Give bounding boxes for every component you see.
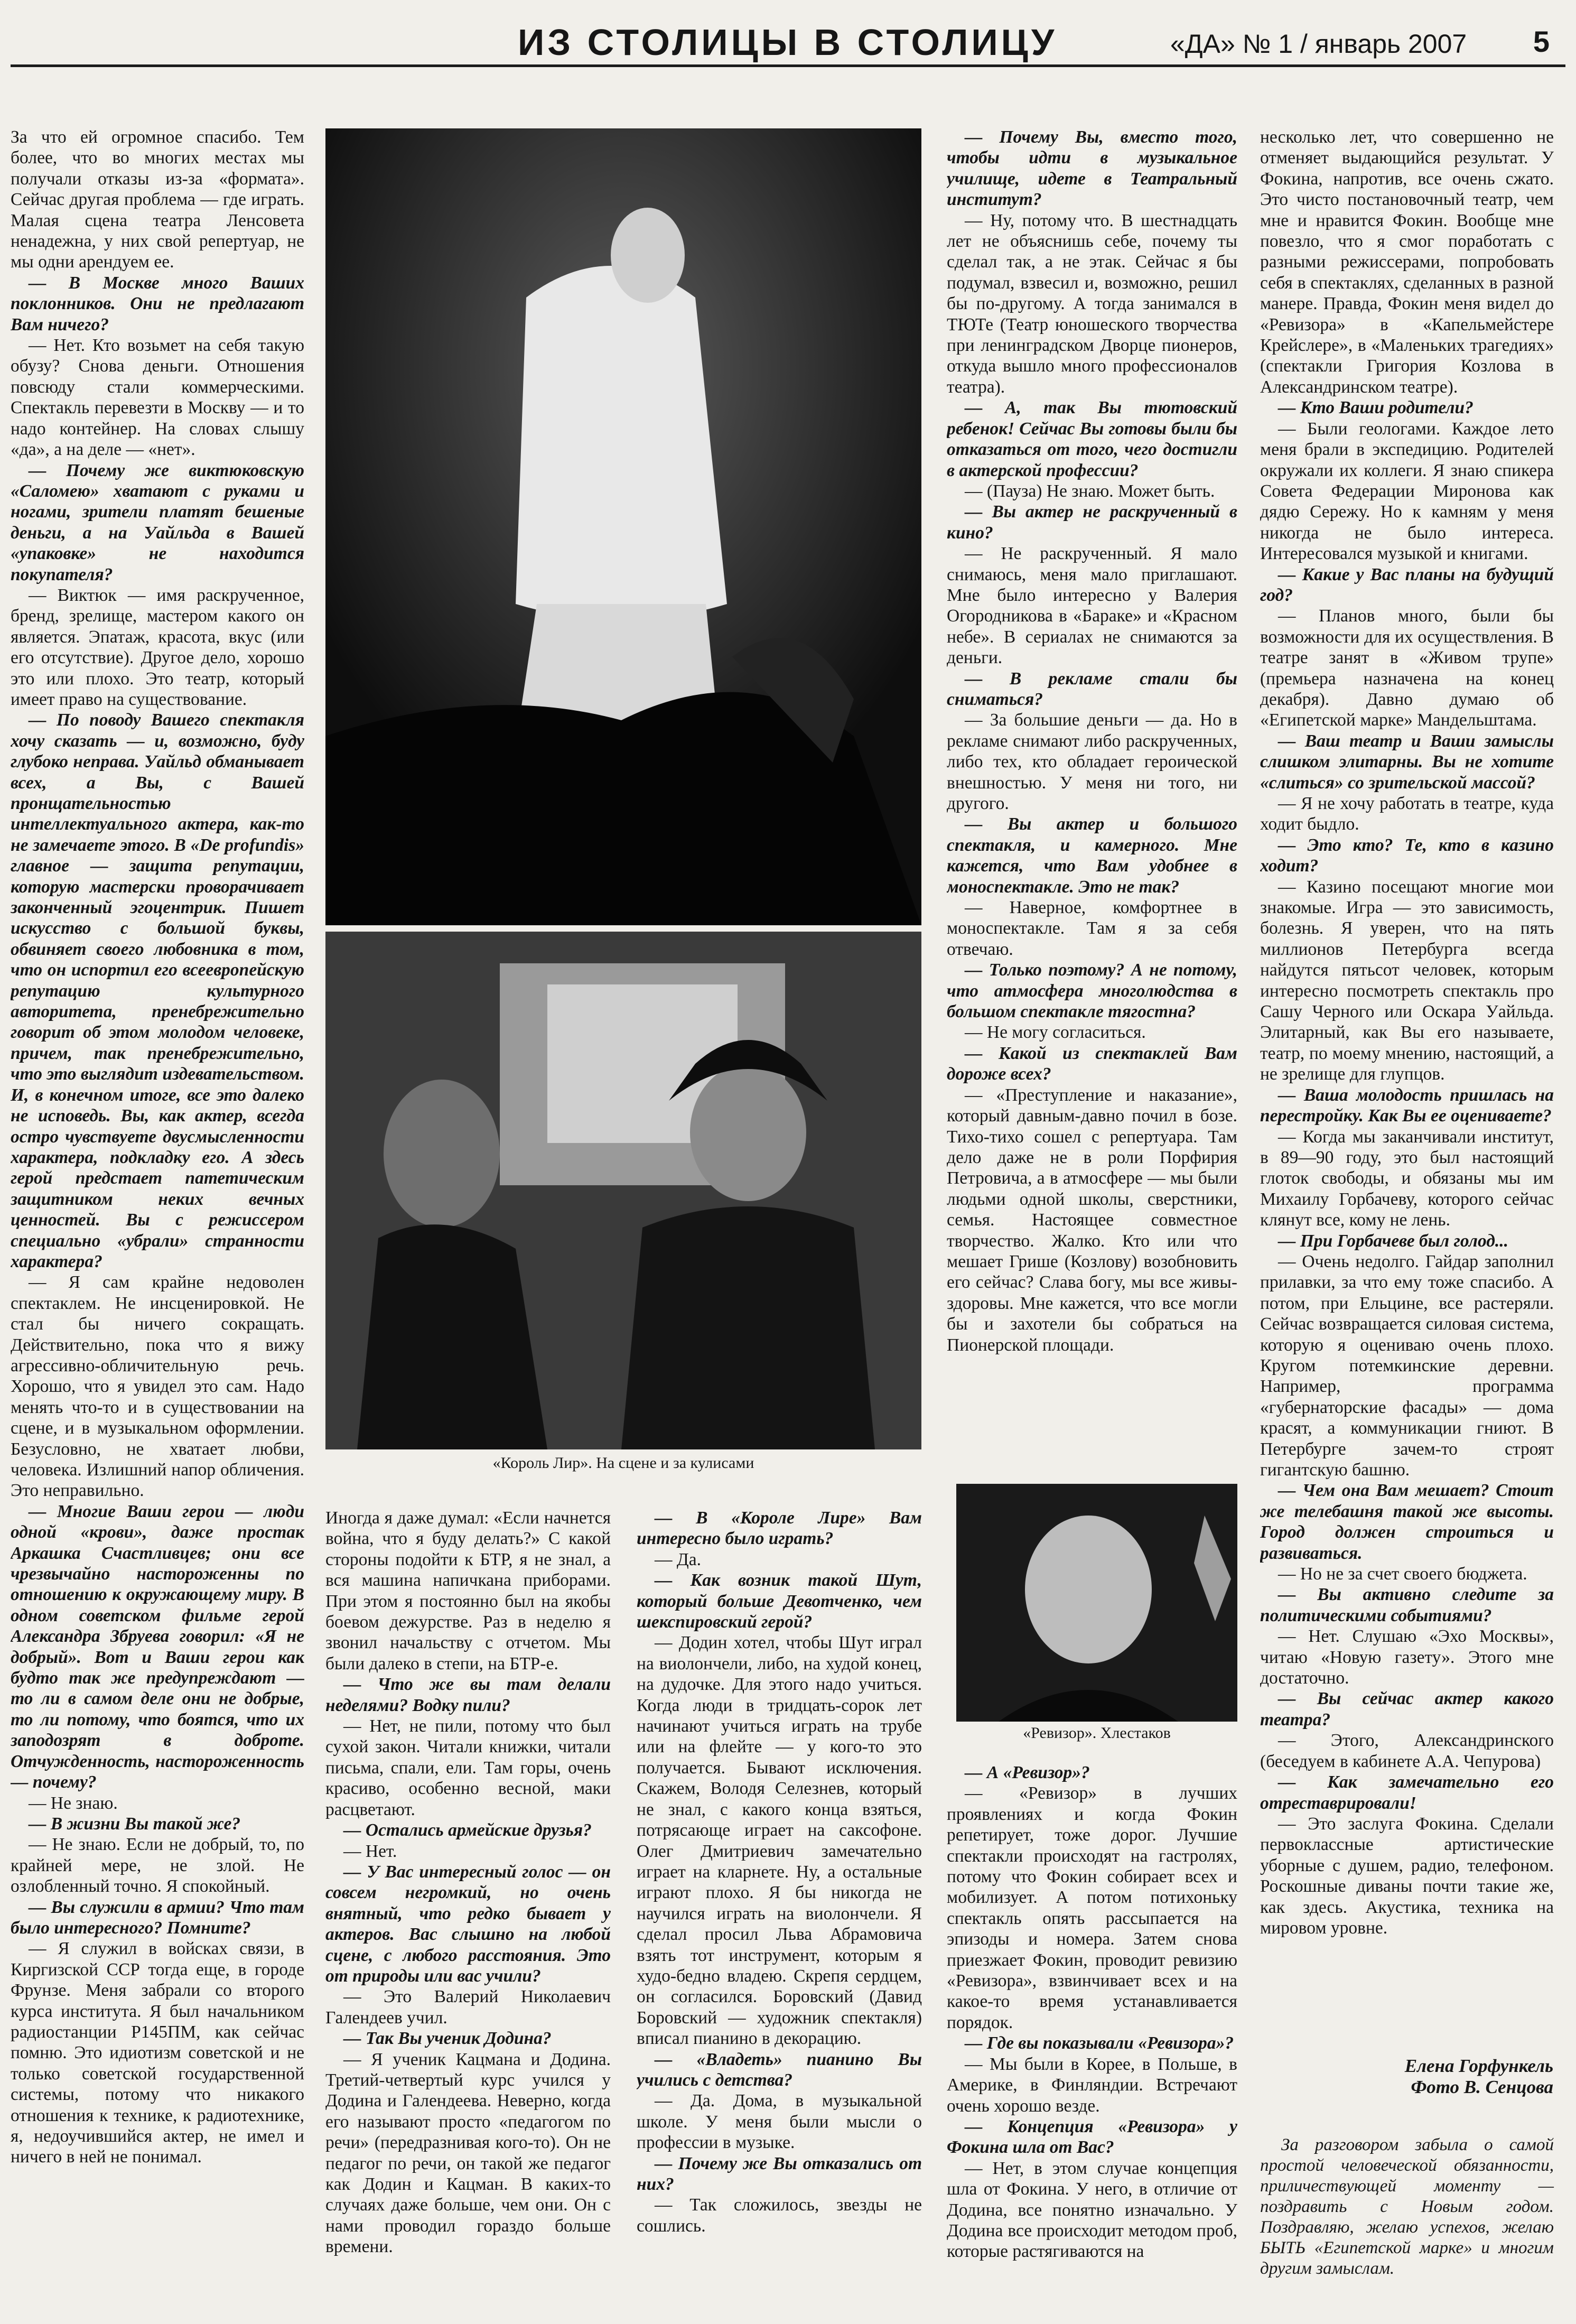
- interview-question: — Вы служили в армии? Что там было интересного? Помните?: [11, 1897, 304, 1938]
- closing-text: За разговором забыла о самой простой человеческой обязанности, приличествующей моменту — поздравить с Новым годом. Поздравляю, желаю успехов, желаю БЫТЬ «Египетской марке» и многим другим замыслам.: [1260, 2135, 1554, 2278]
- interview-answer: — «Преступление и наказание», который давным-давно почил в бозе. Тихо-тихо сошел с репертуара. Там дело даже не в роли Порфирия Петровича, а в атмосфере — мы были людьми одной школы, сверстники, семья. Настоящее совместное творчество. Жалко. Кто или что мешает Грише (Козлову) возобновить его сейчас? Слава богу, мы все живы-здоровы. Мне кажется, что все могли бы и захотели бы собраться на Пионерской площади.: [947, 1085, 1237, 1355]
- interview-answer: За что ей огромное спасибо. Тем более, что во многих местах мы получали отказы из-за «формата». Сейчас другая проблема — где играть. Малая сцена театра Ленсовета ненадежна, у них свой репертуар, не мы одни арендуем ее.: [11, 127, 304, 272]
- interview-question: — При Горбачеве был голод...: [1278, 1231, 1509, 1251]
- interview-question: — Только поэтому? А не потому, что атмосфера многолюдства в большом спектакле тягостна?: [947, 960, 1237, 1022]
- interview-question: — А «Ревизор»?: [965, 1763, 1090, 1782]
- interview-answer: — «Ревизор» в лучших проявлениях и когда Фокин репетирует, тоже дорог. Лучшие спектакли происходят на гастролях, потому что Фокин собирает всех и мобилизует. А потом потихоньку спектакль опять рассыпается на эпизоды и номера. Затем снова приезжает Фокин, проводит ревизию «Ревизора», взвинчивает всех и на какое-то время устанавливается порядок.: [947, 1783, 1237, 2032]
- author-signature: [1257, 2056, 1553, 2098]
- interview-question: — Как возник такой Шут, который больше Девотченко, чем шекспировский герой?: [637, 1570, 922, 1632]
- section-title: ИЗ СТОЛИЦЫ В СТОЛИЦУ: [518, 22, 1058, 63]
- interview-answer: Иногда я даже думал: «Если начнется война, что я буду делать?» С какой стороны подойти к БТР, я не знал, а вся машина напичкана приборами. При этом я постоянно был на якобы боевом дежурстве. Раз в неделю я звонил начальству с отчетом. Мы были далеко в степи, на БТР-е.: [325, 1508, 611, 1674]
- text-column-5: [1260, 127, 1554, 2050]
- text-column-2: [325, 1508, 611, 2321]
- interview-question: — Где вы показывали «Ревизора»?: [965, 2033, 1234, 2053]
- interview-answer: — Ну, потому что. В шестнадцать лет не объяснишь себе, почему ты сделал так, а не этак. Сейчас я бы подумал, взвесил и, возможно, решил бы по-другому. А тогда занимался в ТЮТе (Театр юношеского творчества при ленинградском Дворце пионеров, откуда вышло много профессионалов театра).: [947, 210, 1237, 397]
- interview-question: — Что же вы там делали неделями? Водку пили?: [325, 1675, 611, 1715]
- photo-revizor: [956, 1484, 1237, 1722]
- interview-answer: — Да.: [655, 1549, 701, 1569]
- interview-answer: — Нет. Слушаю «Эхо Москвы», читаю «Новую газету». Этого мне достаточно.: [1260, 1626, 1554, 1688]
- closing-note: [1260, 2135, 1554, 2279]
- issue-info: «ДА» № 1 / январь 2007: [1170, 29, 1467, 59]
- interview-answer: — Это заслуга Фокина. Сделали первоклассные артистические уборные с душем, радио, телефоном. Роскошные диваны почти такие же, как здесь. Акустика, техника на мировом уровне.: [1260, 1814, 1554, 1938]
- interview-question: — Какие у Вас планы на будущий год?: [1260, 564, 1554, 605]
- interview-answer: — Не раскрученный. Я мало снимаюсь, меня мало приглашают. Мне было интересно у Валерия Огородникова в «Бараке» и «Красном небе». В сериалах не снимаются за деньги.: [947, 544, 1237, 668]
- text-column-4-bottom: [947, 1762, 1237, 2322]
- caption-revizor: «Ревизор». Хлестаков: [1023, 1724, 1171, 1742]
- interview-question: — Остались армейские друзья?: [343, 1820, 592, 1840]
- author-name: Елена Горфункель: [1404, 2056, 1553, 2076]
- interview-question: — Почему же виктюковскую «Саломею» хватают с руками и ногами, зрители платят бешеные деньги, а на Уайльда в Вашей «упаковке» не находится покупателя?: [11, 460, 304, 584]
- photo-credit: Фото В. Сенцова: [1411, 2077, 1553, 2097]
- interview-question: — Почему Вы, вместо того, чтобы идти в музыкальное училище, идете в Театральный институт?: [947, 127, 1237, 210]
- page-number: 5: [1533, 25, 1550, 58]
- caption-lear: «Король Лир». На сцене и за кулисами: [492, 1454, 754, 1472]
- interview-answer: — Нет. Кто возьмет на себя такую обузу? Снова деньги. Отношения повсюду стали коммерческими. Спектакль перевезти в Москву — и то надо контейнер. На словах слышу «да», а на деле — «нет».: [11, 336, 304, 460]
- interview-question: — Вы актер и большого спектакля, и камерного. Мне кажется, что Вам удобнее в моноспектакле. Это не так?: [947, 814, 1237, 897]
- interview-answer: — Мы были в Корее, в Польше, в Америке, в Финляндии. Встречают очень хорошо везде.: [947, 2054, 1237, 2116]
- interview-question: — У Вас интересный голос — он совсем негромкий, но очень внятный, что редко бывает у актеров. Вас слышно на любой сцене, с любого расстояния. Это от природы или вас учили?: [325, 1862, 611, 1986]
- photo-lear-stage: [325, 128, 921, 925]
- interview-question: — Как замечательно его отреставрировали!: [1260, 1772, 1554, 1813]
- interview-answer: — Наверное, комфортнее в моноспектакле. Там я за себя отвечаю.: [947, 898, 1237, 959]
- interview-question: — А, так Вы тютовский ребенок! Сейчас Вы готовы были бы отказаться от того, чего достигли в актерской профессии?: [947, 398, 1237, 480]
- page-header: [11, 21, 1565, 63]
- interview-answer: — Так сложилось, звезды не сошлись.: [637, 2195, 922, 2236]
- interview-answer: — Я не хочу работать в театре, куда ходит быдло.: [1260, 794, 1554, 834]
- interview-answer: — Я служил в войсках связи, в Киргизской ССР тогда еще, в городе Фрунзе. Меня забрали со второго курса института. Я был начальником радиостанции Р145ПМ, как сейчас помню. Это идиотизм советской и не только советской государственной системы, потому что никакого отношения к технике, к радиотехнике, я, недоучившийся актер, не имел и ничего в ней не понимал.: [11, 1939, 304, 2167]
- interview-answer: — Я сам крайне недоволен спектаклем. Не инсценировкой. Не стал бы ничего сокращать. Действительно, пока что я вижу агрессивно-обличительную речь. Хорошо, что я увидел это сам. Надо менять что-то и в существовании на сцене, и в музыкальном оформлении. Безусловно, не хватает любви, человека. Излишний напор обличения. Это неправильно.: [11, 1272, 304, 1501]
- interview-question: — Чем она Вам мешает? Стоит же телебашня такой же высоты. Город должен строиться и развиваться.: [1260, 1481, 1554, 1563]
- interview-answer: — Нет.: [343, 1841, 397, 1861]
- interview-answer: — За большие деньги — да. Но в рекламе снимают либо раскрученных, либо тех, кто обладает героической внешностью. У меня ни того, ни другого.: [947, 710, 1237, 813]
- interview-answer: — Нет, не пили, потому что был сухой закон. Читали книжки, читали письма, спали, ели. Там горы, очень красиво, особенно весной, маки расцветают.: [325, 1716, 611, 1819]
- interview-question: — В Москве много Ваших поклонников. Они не предлагают Вам ничего?: [11, 273, 304, 334]
- interview-answer: — Этого, Александринского (беседуем в кабинете А.А. Чепурова): [1260, 1731, 1554, 1771]
- text-column-1: [11, 127, 304, 2320]
- header-rule: [11, 64, 1565, 67]
- interview-question: — Вы активно следите за политическими событиями?: [1260, 1585, 1554, 1625]
- interview-question: — Вы актер не раскрученный в кино?: [947, 502, 1237, 543]
- interview-answer: — Были геологами. Каждое лето меня брали в экспедицию. Родителей окружали их коллеги. Я знаю спикера Совета Федерации Миронова как дядю Сережу. Но к камням у меня никогда не было интереса. Интересовался музыкой и книгами.: [1260, 419, 1554, 564]
- interview-answer: — Не знаю. Если не добрый, то, по крайней мере, не злой. Не озлобленный точно. Я спокойный.: [11, 1835, 304, 1897]
- interview-answer: — Это Валерий Николаевич Галендеев учил.: [325, 1987, 611, 2028]
- revizor-scene-graphic: [956, 1484, 1237, 1722]
- interview-question: — По поводу Вашего спектакля хочу сказать — и, возможно, буду глубоко неправа. Уайльд обманывает всех, а Вы, с Вашей пронщательностью интеллектуального актера, как-то не замечаете этого. В «De profundis» главное — защита репутации, которую мастерски проворачивает законченный эгоцентрик. Пишет искусство с большой буквы, обвиняет своего любовника в том, что он испортил его всеевропейскую репутацию культурного авторитета, пренебрежительно говорит об этом молодом человеке, причем, так пренебрежительно, что это выглядит издевательством. И, в конечном итоге, все это далеко не исповедь. Вы, как актер, всегда остро чувствуете двусмысленности характера, подкладку его. А здесь герой предстает патетическим защитником неких вечных ценностей. Вы с режиссером специально «убрали» странности характера?: [11, 710, 304, 1271]
- interview-question: — Вы сейчас актер какого театра?: [1260, 1689, 1554, 1730]
- interview-question: — Это кто? Те, кто в казино ходит?: [1260, 835, 1554, 876]
- interview-question: — Кто Ваши родители?: [1278, 398, 1474, 418]
- text-column-3: [637, 1508, 922, 2321]
- interview-answer: — Планов много, были бы возможности для их осуществления. В театре занят в «Живом трупе» (премьера назначена на конец декабря). Давно думаю об «Египетской марке» Мандельштама.: [1260, 606, 1554, 730]
- interview-answer: — Очень недолго. Гайдар заполнил прилавки, за что ему тоже спасибо. А потом, при Ельцине, все растеряли. Сейчас возвращается силовая система, которую я оцениваю очень плохо. Кругом потемкинские деревни. Например, программа «губернаторские фасады» — дома красят, а коммуникации гниют. В Петербурге зачем-то строят гигантскую башню.: [1260, 1251, 1554, 1480]
- interview-answer: — Но не за счет своего бюджета.: [1278, 1564, 1527, 1584]
- interview-question: — Многие Ваши герои — люди одной «крови», даже простак Аркашка Счастливцев; они все чрезвычайно настороженны по отношению к окружающему миру. В одном советском фильме герой Александра Збруева говорил: «Я не добрый». Вот и Ваши герои как будто так же предупреждают — то ли в самом деле они не добрые, то ли потому, что боятся, что их заподозрят в доброте. Отчужденность, настороженность — почему?: [11, 1501, 304, 1792]
- interview-answer: — Виктюк — имя раскрученное, бренд, зрелище, мастером какого он является. Эпатаж, красота, вкус (или его отсутствие). Другое дело, хорошо это или плохо. Это театр, который имеет право на существование.: [11, 585, 304, 709]
- interview-question: — Ваш театр и Ваши замыслы слишком элитарны. Вы не хотите «слиться» со зрительской массой?: [1260, 731, 1554, 793]
- interview-question: — Концепция «Ревизора» у Фокина шла от Вас?: [947, 2116, 1237, 2158]
- stage-scene-graphic: [325, 128, 921, 925]
- interview-answer: — Нет, в этом случае концепция шла от Фокина. У него, в отличие от Додина, все понятно изначально. У Додина все происходит методом проб, которые растягиваются на: [947, 2158, 1237, 2262]
- interview-question: — «Владеть» пианино Вы учились с детства?: [637, 2049, 922, 2090]
- interview-answer: — Казино посещают многие мои знакомые. Игра — это зависимость, болезнь. Я уверен, что на пять миллионов Петербурга всегда найдутся пятьсот человек, которым интересно посмотреть спектакль про Сашу Черного или Оскара Уайльда. Элитарный, как Вы его называете, театр, по моему мнению, настоящий, а не зрелище для глупцов.: [1260, 877, 1554, 1084]
- interview-answer: — (Пауза) Не знаю. Может быть.: [965, 481, 1215, 501]
- text-column-4-top: [947, 127, 1237, 1458]
- interview-answer: несколько лет, что совершенно не отменяет выдающийся результат. У Фокина, напротив, все очень сжато. Это чисто постановочный театр, чем мне и нравится Фокин. Вообще мне повезло, что я смог поработать с разными режиссерами, попробовать себя в спектаклях, сделанных в разной манере. Правда, Фокин меня видел до «Ревизора» в «Капельмейстере Крейслере», в «Маленьких трагедиях» (спектакли Григория Козлова в Александринском театре).: [1260, 127, 1554, 397]
- interview-question: — Так Вы ученик Додина?: [343, 2029, 552, 2049]
- interview-answer: — Когда мы заканчивали институт, в 89—90 году, это был настоящий глоток свободы, и обязаны мы им Михаилу Горбачеву, которого сейчас клянут все, кому не лень.: [1260, 1127, 1554, 1230]
- interview-answer: — Не могу согласиться.: [965, 1022, 1146, 1043]
- backstage-scene-graphic: [325, 932, 921, 1449]
- interview-question: — В «Короле Лире» Вам интересно было играть?: [637, 1508, 922, 1549]
- interview-question: — Ваша молодость пришлась на перестройку. Как Вы ее оцениваете?: [1260, 1085, 1554, 1126]
- interview-question: — В жизни Вы такой же?: [29, 1814, 241, 1834]
- interview-answer: — Да. Дома, в музыкальной школе. У меня были мысли о профессии в музыке.: [637, 2091, 922, 2153]
- interview-question: — Почему же Вы отказались от них?: [637, 2153, 922, 2194]
- interview-answer: — Не знаю.: [29, 1793, 118, 1813]
- interview-question: — В рекламе стали бы сниматься?: [947, 668, 1237, 709]
- interview-answer: — Додин хотел, чтобы Шут играл на виолончели, либо, на худой конец, на дудочке. Для этого надо учиться. Когда люди в тридцать-сорок лет начинают учиться играть на трубе или на флейте — у кого-то это получается. Бывают исключения. Скажем, Володя Селезнев, который не знал, с какого конца взяться, потрясающе играет на саксофоне. Олег Дмитриевич замечательно играет на кларнете. Ну, а остальные играют плохо. Я бы никогда не научился играть на виолончели. Я сделал просил Льва Абрамовича взять тот инструмент, которым я худо-бедно владею. Скрепя сердцем, он согласился. Боровский (Давид Боровский — художник спектакля) вписал пианино в декорацию.: [637, 1633, 922, 2049]
- photo-lear-backstage: [325, 932, 921, 1449]
- interview-question: — Какой из спектаклей Вам дороже всех?: [947, 1043, 1237, 1084]
- interview-answer: — Я ученик Кацмана и Додина. Третий-четвертый курс учился у Додина и Галендеева. Неверно, когда его называют просто «педагогом по речи» (передразнивая кого-то). Он не педагог по речи, он такой же педагог как Додин и Кацман. В каких-то случаях даже больше, чем они. Он с нами проводил гораздо больше времени.: [325, 2049, 611, 2257]
